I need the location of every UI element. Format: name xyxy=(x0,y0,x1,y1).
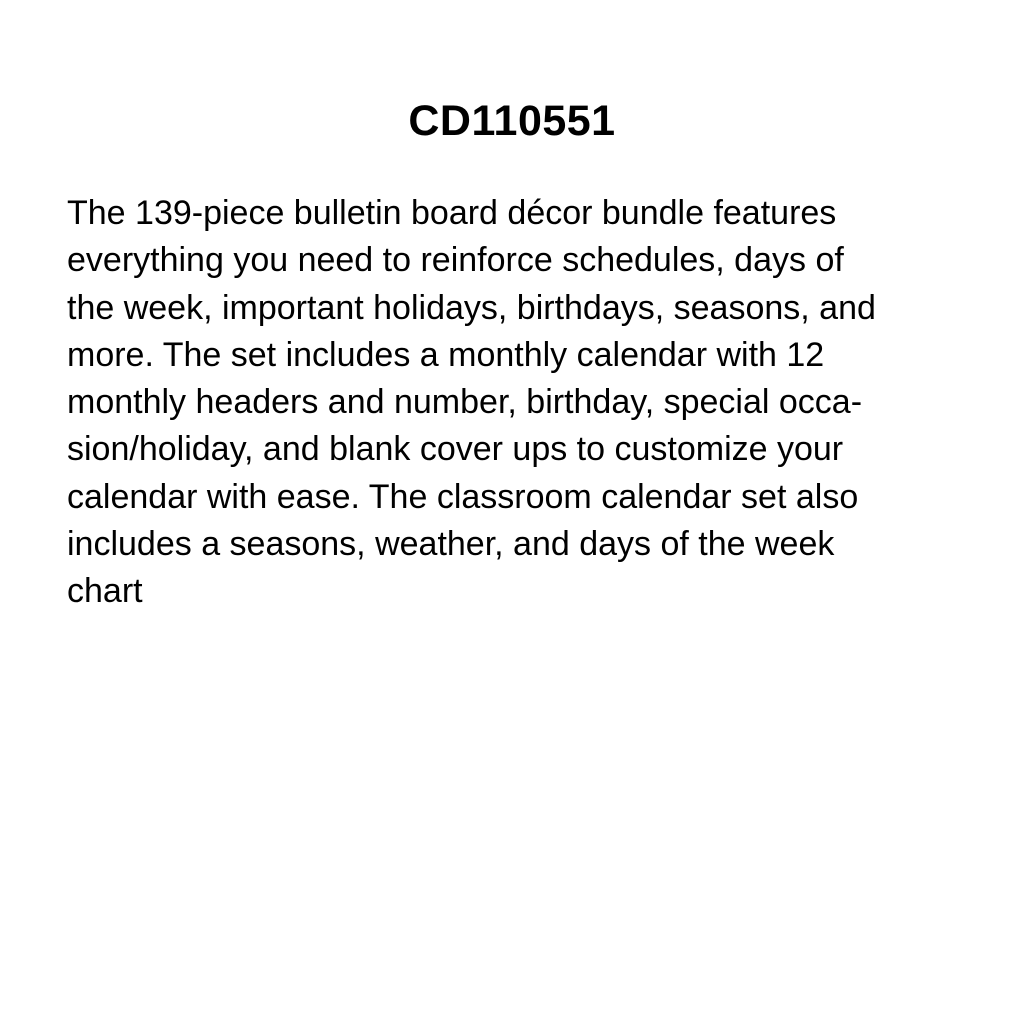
description-line: The 139-piece bulletin board décor bundle features xyxy=(67,194,837,232)
page-title: CD110551 xyxy=(408,96,616,145)
description-paragraph xyxy=(67,190,967,616)
description-line: more. The set includes a monthly calendar with 12 xyxy=(67,335,825,374)
description-line: everything you need to reinforce schedules, days of xyxy=(67,241,844,280)
description-line: chart xyxy=(67,572,143,611)
description-line: sion/holiday, and blank cover ups to customize your xyxy=(67,430,844,469)
description-line: includes a seasons, weather, and days of the week xyxy=(67,525,835,564)
description-line: monthly headers and number, birthday, special occa- xyxy=(67,383,863,422)
description-line: the week, important holidays, birthdays, seasons, and xyxy=(67,288,876,327)
description-line: calendar with ease. The classroom calendar set also xyxy=(67,477,859,516)
